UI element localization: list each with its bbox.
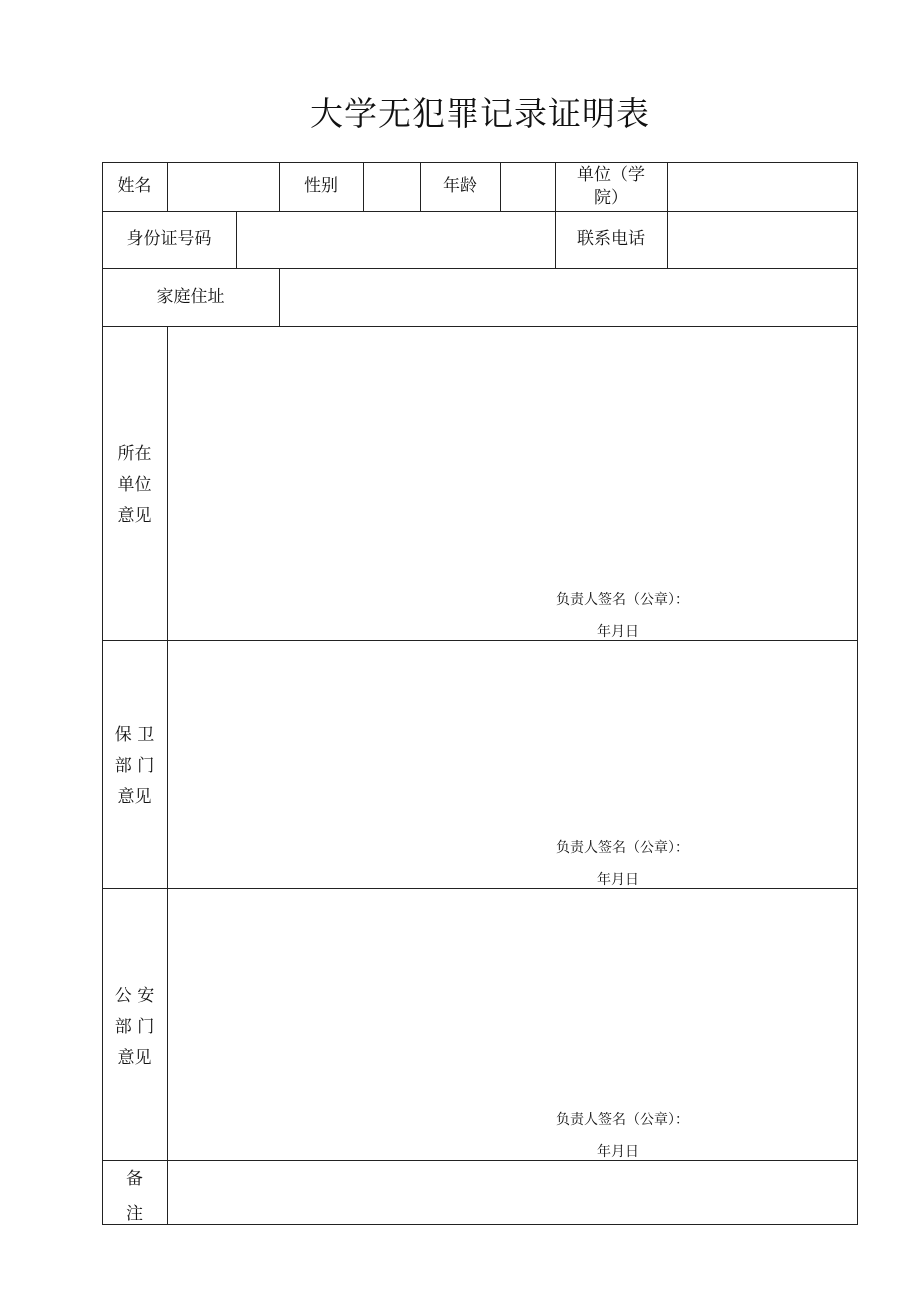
name-field[interactable] — [168, 163, 278, 210]
age-label: 年龄 — [443, 176, 477, 196]
label-line: 备 — [126, 1169, 143, 1189]
age-field[interactable] — [501, 163, 554, 210]
date-label: 年月日 — [597, 624, 639, 640]
table-border-right — [857, 162, 858, 1225]
unit-label — [555, 162, 667, 211]
phone-field[interactable] — [668, 212, 856, 267]
remarks-label — [102, 1162, 167, 1232]
page-title: 大学无犯罪记录证明表 — [310, 94, 650, 133]
unit-label-line2: 院） — [594, 187, 628, 208]
id-number-label: 身份证号码 — [126, 229, 212, 249]
date-label: 年月日 — [597, 872, 639, 888]
police-opinion-label — [102, 981, 167, 1074]
label-line: 所在 — [117, 444, 152, 464]
unit-field[interactable] — [668, 163, 856, 210]
security-opinion-field[interactable] — [168, 641, 856, 826]
gender-field[interactable] — [364, 163, 419, 210]
label-line: 部 门 — [114, 756, 155, 776]
security-opinion-label — [102, 720, 167, 813]
label-line: 单位 — [117, 475, 152, 495]
phone-label: 联系电话 — [577, 229, 645, 249]
label-line: 意见 — [117, 506, 152, 526]
label-line: 意见 — [117, 1048, 152, 1068]
name-label: 姓名 — [117, 176, 152, 196]
police-opinion-field[interactable] — [168, 889, 856, 1099]
label-line: 注 — [126, 1204, 143, 1224]
signature-label: 负责人签名（公章）： — [556, 592, 689, 608]
gender-label: 性别 — [304, 176, 338, 196]
address-field[interactable] — [280, 269, 856, 325]
unit-opinion-label — [102, 439, 167, 532]
remarks-field[interactable] — [168, 1161, 856, 1223]
unit-opinion-field[interactable] — [168, 327, 856, 577]
id-number-field[interactable] — [237, 212, 554, 267]
date-label: 年月日 — [597, 1144, 639, 1160]
label-line: 保 卫 — [114, 725, 155, 745]
address-label: 家庭住址 — [156, 286, 225, 307]
signature-label: 负责人签名（公章）： — [556, 840, 689, 856]
label-line: 部 门 — [114, 1017, 155, 1037]
signature-label: 负责人签名（公章）： — [556, 1112, 689, 1128]
label-line: 公 安 — [114, 986, 155, 1006]
table-border-bottom — [102, 1224, 858, 1225]
label-line: 意见 — [117, 787, 152, 807]
unit-label-line1: 单位（学 — [577, 164, 645, 185]
